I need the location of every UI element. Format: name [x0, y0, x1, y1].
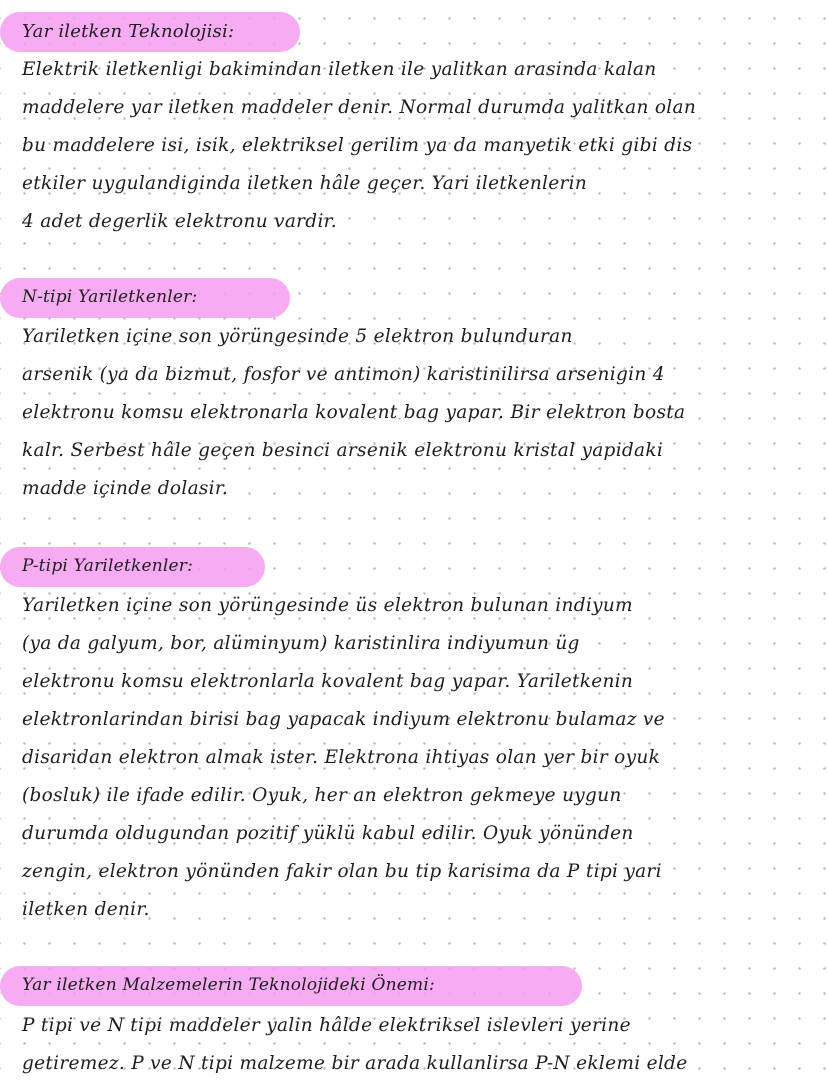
text-line: getiremez. P ve N tipi malzeme bir arada kullanlirsa P-N eklemi elde — [22, 1053, 688, 1074]
text-line: Elektrik iletkenligi bakimindan iletken ile yalitkan arasinda kalan — [22, 59, 657, 80]
text-line: iletken denir. — [22, 899, 150, 920]
heading-highlight-2 — [0, 278, 290, 318]
section-heading: N-tipi Yariletkenler: — [22, 287, 198, 307]
text-line: (ya da galyum, bor, alüminyum) karistinlira indiyumun üg — [22, 633, 580, 654]
text-line: bu maddelere isi, isik, elektriksel gerilim ya da manyetik etki gibi dis — [22, 135, 693, 156]
text-line: elektronu komsu elektronlarla kovalent bag yapar. Yariletkenin — [22, 671, 634, 692]
text-line: elektronu komsu elektronarla kovalent bag yapar. Bir elektron bosta — [22, 402, 686, 423]
text-line: etkiler uygulandiginda iletken hâle geçer. Yari iletkenlerin — [22, 173, 588, 194]
text-line: madde içinde dolasir. — [22, 478, 229, 499]
text-line: P tipi ve N tipi maddeler yalin hâlde elektriksel islevleri yerine — [22, 1015, 631, 1036]
text-line: Yariletken içine son yörüngesinde 5 elektron bulunduran — [22, 326, 573, 347]
section-heading: P-tipi Yariletkenler: — [22, 556, 194, 576]
section-heading: Yar iletken Teknolojisi: — [22, 21, 235, 42]
section-heading: Yar iletken Malzemelerin Teknolojideki Önemi: — [22, 975, 435, 995]
text-line: zengin, elektron yönünden fakir olan bu tip karisima da P tipi yari — [22, 861, 662, 882]
text-line: durumda oldugundan pozitif yüklü kabul edilir. Oyuk yönünden — [22, 823, 634, 844]
heading-highlight-1 — [0, 12, 300, 52]
text-line: kalr. Serbest hâle geçen besinci arsenik elektronu kristal yapidaki — [22, 440, 664, 461]
text-line: (bosluk) ile ifade edilir. Oyuk, her an elektron gekmeye uygun — [22, 785, 622, 806]
text-line: Yariletken içine son yörüngesinde üs elektron bulunan indiyum — [22, 595, 633, 616]
text-line: arsenik (ya da bizmut, fosfor ve antimon) karistinilirsa arsenigin 4 — [22, 364, 665, 385]
text-line: 4 adet degerlik elektronu vardir. — [22, 211, 337, 232]
heading-highlight-3 — [0, 547, 265, 587]
heading-highlight-4 — [0, 966, 582, 1006]
text-line: disaridan elektron almak ister. Elektrona ihtiyas olan yer bir oyuk — [22, 747, 661, 768]
text-line: maddelere yar iletken maddeler denir. Normal durumda yalitkan olan — [22, 97, 697, 118]
text-line: elektronlarindan birisi bag yapacak indiyum elektronu bulamaz ve — [22, 709, 665, 730]
